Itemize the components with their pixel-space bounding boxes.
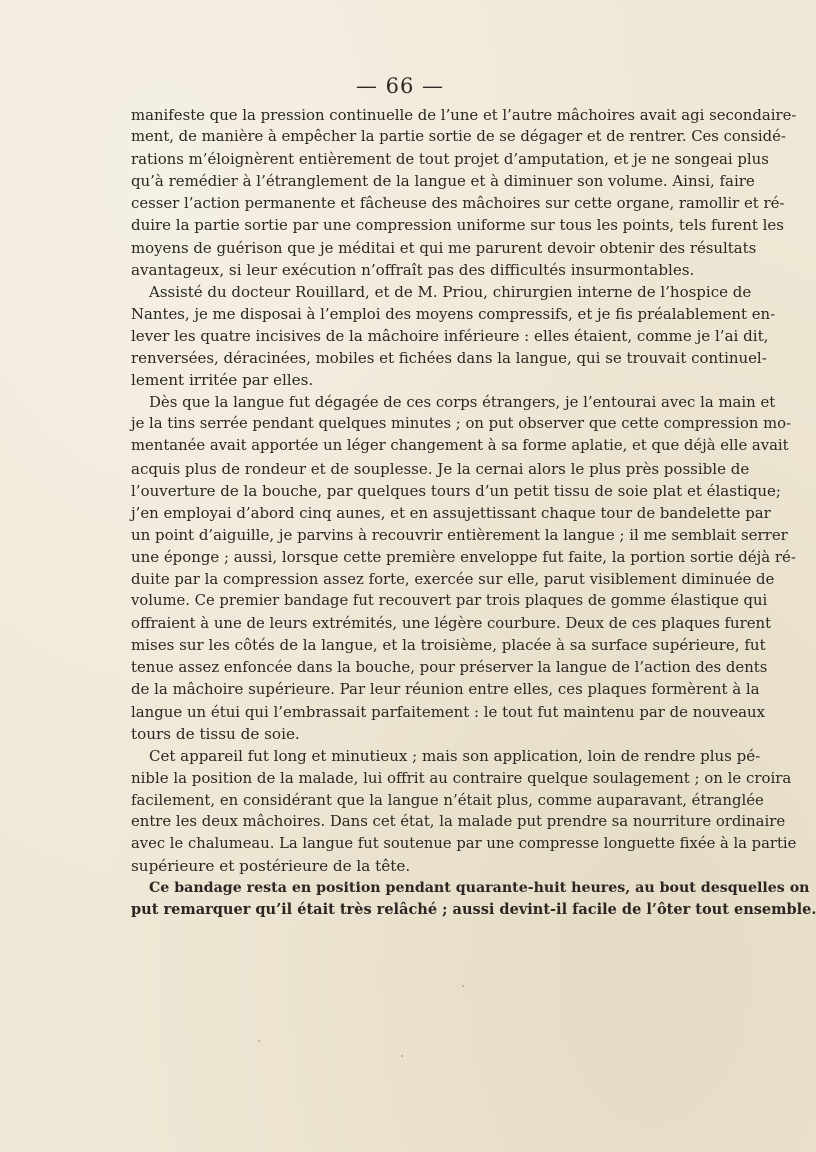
text-line: supérieure et postérieure de la tête.	[131, 857, 411, 876]
text-line: un point d’aiguille, je parvins à recouvrir entièrement la langue ; il me semblait serrer	[131, 525, 788, 544]
text-line: lever les quatre incisives de la mâchoire inférieure : elles étaient, comme je l’ai dit,	[131, 326, 769, 345]
text-line: tenue assez enfoncée dans la bouche, pour préserver la langue de l’action des dents	[131, 658, 768, 677]
paragraph	[131, 391, 796, 745]
text-line: Assisté du docteur Rouillard, et de M. Priou, chirurgien interne de l’hospice de	[149, 282, 752, 301]
body-text	[131, 104, 816, 921]
paper-speck	[258, 1040, 260, 1042]
text-line: duire la partie sortie par une compression uniforme sur tous les points, tels furent les	[131, 216, 784, 235]
paper-speck	[462, 985, 464, 987]
paragraph	[131, 877, 816, 921]
text-line: manifeste que la pression continuelle de l’une et l’autre mâchoires avait agi secondaire-	[131, 106, 797, 124]
text-line: tours de tissu de soie.	[131, 724, 300, 743]
text-line: offraient à une de leurs extrémités, une légère courbure. Deux de ces plaques furent	[131, 614, 772, 633]
text-line: moyens de guérison que je méditai et qui me parurent devoir obtenir des résultats	[131, 238, 757, 257]
text-line: facilement, en considérant que la langue n’était plus, comme auparavant, étranglée	[131, 790, 764, 809]
text-line: j’en employai d’abord cinq aunes, et en assujettissant chaque tour de bandelette par	[131, 503, 771, 522]
text-line: je la tins serrée pendant quelques minutes ; on put observer que cette compression mo-	[131, 415, 791, 433]
text-line: avec le chalumeau. La langue fut soutenue par une compresse longuette fixée à la partie	[131, 835, 797, 853]
text-line: rations m’éloignèrent entièrement de tout projet d’amputation, et je ne songeai plus	[131, 150, 769, 169]
text-line: duite par la compression assez forte, exercée sur elle, parut visiblement diminuée de	[131, 569, 775, 588]
text-line: volume. Ce premier bandage fut recouvert par trois plaques de gomme élastique qui	[131, 592, 768, 610]
paragraph	[131, 104, 797, 281]
paper-speck	[401, 1055, 403, 1057]
text-line: qu’à remédier à l’étranglement de la langue et à diminuer son volume. Ainsi, faire	[131, 172, 755, 191]
text-line: renversées, déracinées, mobiles et fichées dans la langue, qui se trouvait continuel-	[131, 349, 767, 368]
text-line: entre les deux mâchoires. Dans cet état, la malade put prendre sa nourriture ordinaire	[131, 813, 786, 830]
text-line: l’ouverture de la bouche, par quelques tours d’un petit tissu de soie plat et élastique;	[131, 481, 781, 500]
text-line: langue un étui qui l’embrassait parfaitement : le tout fut maintenu par de nouveaux	[131, 702, 766, 721]
text-line: Cet appareil fut long et minutieux ; mais son application, loin de rendre plus pé-	[149, 746, 761, 765]
paragraph	[131, 281, 776, 391]
page-number: — 66 —	[355, 74, 445, 98]
text-line: Ce bandage resta en position pendant quarante-huit heures, au bout desquelles on	[149, 880, 810, 897]
text-line: de la mâchoire supérieure. Par leur réunion entre elles, ces plaques formèrent à la	[131, 680, 760, 699]
text-line: cesser l’action permanente et fâcheuse des mâchoires sur cette organe, ramollir et ré-	[131, 194, 785, 213]
text-line: acquis plus de rondeur et de souplesse. Je la cernai alors le plus près possible de	[131, 459, 750, 478]
text-line: put remarquer qu’il était très relâché ; aussi devint-il facile de l’ôter tout ensemble.	[131, 901, 816, 919]
text-line: lement irritée par elles.	[131, 371, 314, 390]
text-line: Dès que la langue fut dégagée de ces corps étrangers, je l’entourai avec la main et	[149, 393, 776, 412]
text-line: ment, de manière à empêcher la partie sortie de se dégager et de rentrer. Ces considé-	[131, 128, 786, 146]
text-line: mises sur les côtés de la langue, et la troisième, placée à sa surface supérieure, fut	[131, 636, 766, 655]
paragraph	[131, 745, 797, 878]
text-line: Nantes, je me disposai à l’emploi des moyens compressifs, et je fis préalablement en-	[131, 304, 776, 323]
text-line: nible la position de la malade, lui offrit au contraire quelque soulagement ; on le croira	[131, 768, 792, 787]
text-line: avantageux, si leur exécution n’offraît pas des difficultés insurmontables.	[131, 260, 695, 279]
text-line: mentanée avait apportée un léger changement à sa forme aplatie, et que déjà elle avait	[131, 437, 789, 455]
text-line: une éponge ; aussi, lorsque cette première enveloppe fut faite, la portion sortie déjà ré-	[131, 547, 796, 566]
